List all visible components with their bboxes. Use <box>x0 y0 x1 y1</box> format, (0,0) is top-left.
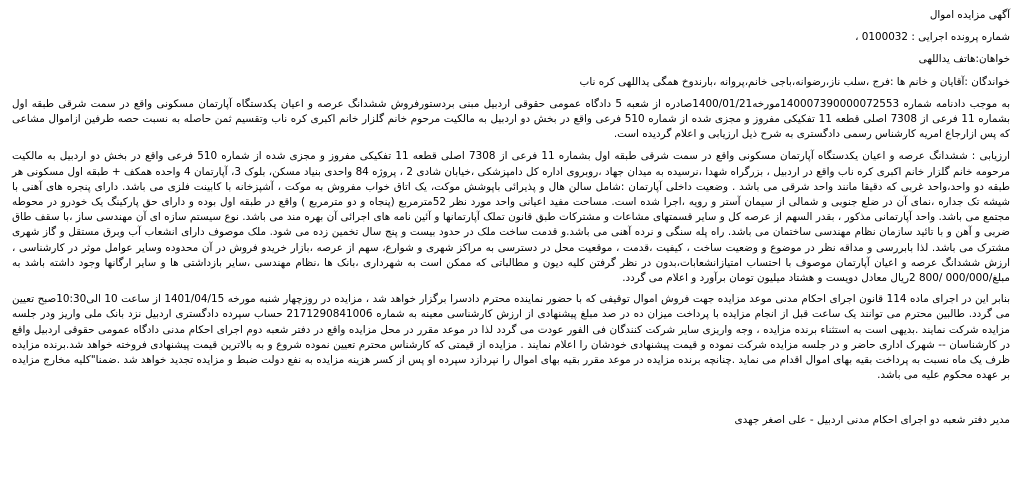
plaintiff: خواهان:هاتف یداللهی <box>918 53 1010 66</box>
ruling-paragraph: به موجب دادنامه شماره 140007390000072553مورخه1400/01/21صادره از شعبه 5 دادگاه عمومی حقوقی اردبیل مبنی بردستورفروش ششدانگ عرصه و اعیان یکدستگاه آپارتمان مسکونی واقع در سمت شرقی طبقه اول بشماره 11 فرعی از 7308 اصلی قطعه 11 تفکیکی مفروز و مجزی شده از شماره 510 فرعی واقع در بخش دو اردبیل به مالکیت مرحوم خانم گلزار خانم اکبری کره ناب وتقسیم ثمن حاصله به نسبت حصه طرفین ازاموال مشاعی که پس ازارجاع امریه کارشناس رسمی دادگستری به شرح ذیل ارزیابی و اعلام گردیده است. <box>12 97 1010 141</box>
case-number: شماره پرونده اجرایی : 0100032 ، <box>855 31 1010 44</box>
signature: مدیر دفتر شعبه دو اجرای احکام مدنی اردبیل - علی اصغر جهدی <box>734 414 1010 427</box>
auction-terms-paragraph: بنابر این در اجرای ماده 114 قانون اجرای احکام مدنی موعد مزایده جهت فروش اموال توقیفی که با حضور نماینده محترم دادسرا برگزار خواهد شد ، مزایده در روزچهار شنبه مورخه 1401/04/15 از ساعت 10 الی10:30صبح تعیین می گردد. طالبین محترم می توانند یک ساعت قبل از انجام مزایده با پرداخت میزان ده در صد مبلغ پیشنهادی از ارزش کارشناسی معینه به شماره 2171290841006 حساب سپرده دادگستری اردبیل نزد بانک ملی واریز ودر جلسه مزایده شرکت نمایند .بدیهی است به استثناء برنده مزایده ، وجه واریزی سایر شرکت کنندگان فی الفور عودت می گردد لذا در موعد مقرر در محل مزایده واقع در دفتر شعبه دوم اجرای احکام مدنی دادگاه عمومی حقوقی اردبیل واقع در کارشناسان -- شهرک اداری حاضر و در جلسه مزایده شرکت نموده و قیمت پیشنهادی خودشان را اعلام نمایند . مزایده از قیمتی که کارشناس محترم تعیین نموده شروع و به بالاترین قیمت پیشنهادی فروخته خواهد شد.برنده مزایده ظرف یک ماه نسبت به پرداخت بقیه بهای اموال اقدام می نماید .چنانچه برنده مزایده در موعد مقرر بقیه بهای اموال را نپردازد سپرده او پس از کسر هزینه مزایده به نفع دولت ضبط و مزایده تجدید خواهد شد .ضمنا"کلیه مخارج مزایده بر عهده محکوم علیه می باشد. <box>12 293 1010 382</box>
defendants: خواندگان :آقایان و خانم ها :فرج ،سلب ناز،رضوانه،باجی خانم،پروانه ،بارندوخ همگی یداللهی کره ناب <box>579 75 1010 88</box>
appraisal-paragraph: ارزیابی : ششدانگ عرصه و اعیان یکدستگاه آپارتمان مسکونی واقع در سمت شرقی طبقه اول بشماره 11 فرعی از 7308 اصلی قطعه 11 تفکیکی مفروز و مجزی شده از شماره 510 فرعی واقع در بخش دو اردبیل به مالکیت مرحومه خانم گلزار خانم اکبری کره ناب واقع در اردبیل ، بزرگراه شهدا ،نرسیده به میدان جهاد ،روبروی اداره کل دامپزشکی ،خیابان شادی 2 ، پروژه 84 واحدی بنیاد مسکن، بلوک 3، آپارتمان 4 واحده همکف + طبقه اول مسکونی هر طبقه دو واحد،واحد غربی که دقیقا مانند واحد شرقی می باشد . وضعیت داخلی آپارتمان :شامل سالن هال و پذیرائی باپوشش موکت، یک اتاق خواب مفروش به موکت ، آشپزخانه با کابینت فلزی می باشد. دارای پنجره های آهنی با شیشه تک جداره ،نمای آن در ضلع جنوبی و شمالی از سیمان آستر و رویه ،اجرا شده است. مساحت مفید اعیانی واحد مورد نظر 52مترمربع (پنجاه و دو مترمربع ) واقع در طبقه اول بوده و دارای حق پارکینگ یک خودرو در محوطه مجتمع می باشد. واحد آپارتمانی مذکور ، بقدر السهم از عرصه کل و سایر قسمتهای مشاعات و مشترکات طبق قانون تملک آپارتمانها و آئین نامه های اجرائی آن بهره مند می باشد. نوع سیستم سازه ای آن مهندسی ساز ،با سقف طاق ضربی و آهن و با تائید سازمان نظام مهندسی ساختمان می باشد. راه پله سنگی و نرده آهنی می باشد.و قدمت ساخت ملک در حدود بیست و پنج سال تخمین زده می شود. ملک موصوف دارای انشعاب آب وبرق مستقل و گاز شهری مشترک می باشد. لذا بابررسی و مداقه نظر در موضوع و وضعیت ساخت ، کیفیت ،قدمت ، موقعیت محل در دسترسی به مراکز شهری و شوارع، سهم از عرصه ،بازار خریدو فروش در آن محدوده وسایر عوامل موثر در کارشناسی ، ارزش ششدانگ عرصه و اعیان آپارتمان موصوف با احتساب امتیازانشعابات،بدون در نظر گرفتن کلیه دیون و مطالباتی که ممکن است به شهرداری ،بانک ها ،نظام مهندسی ،سایر بازداشتی ها و سایر ارگانها وجود داشته باشد به مبلغ/000/000 /800 2ریال معادل دویست و هشتاد میلیون تومان برآورد و اعلام می گردد. <box>12 150 1011 285</box>
notice-title: آگهی مزایده اموال <box>929 9 1010 21</box>
